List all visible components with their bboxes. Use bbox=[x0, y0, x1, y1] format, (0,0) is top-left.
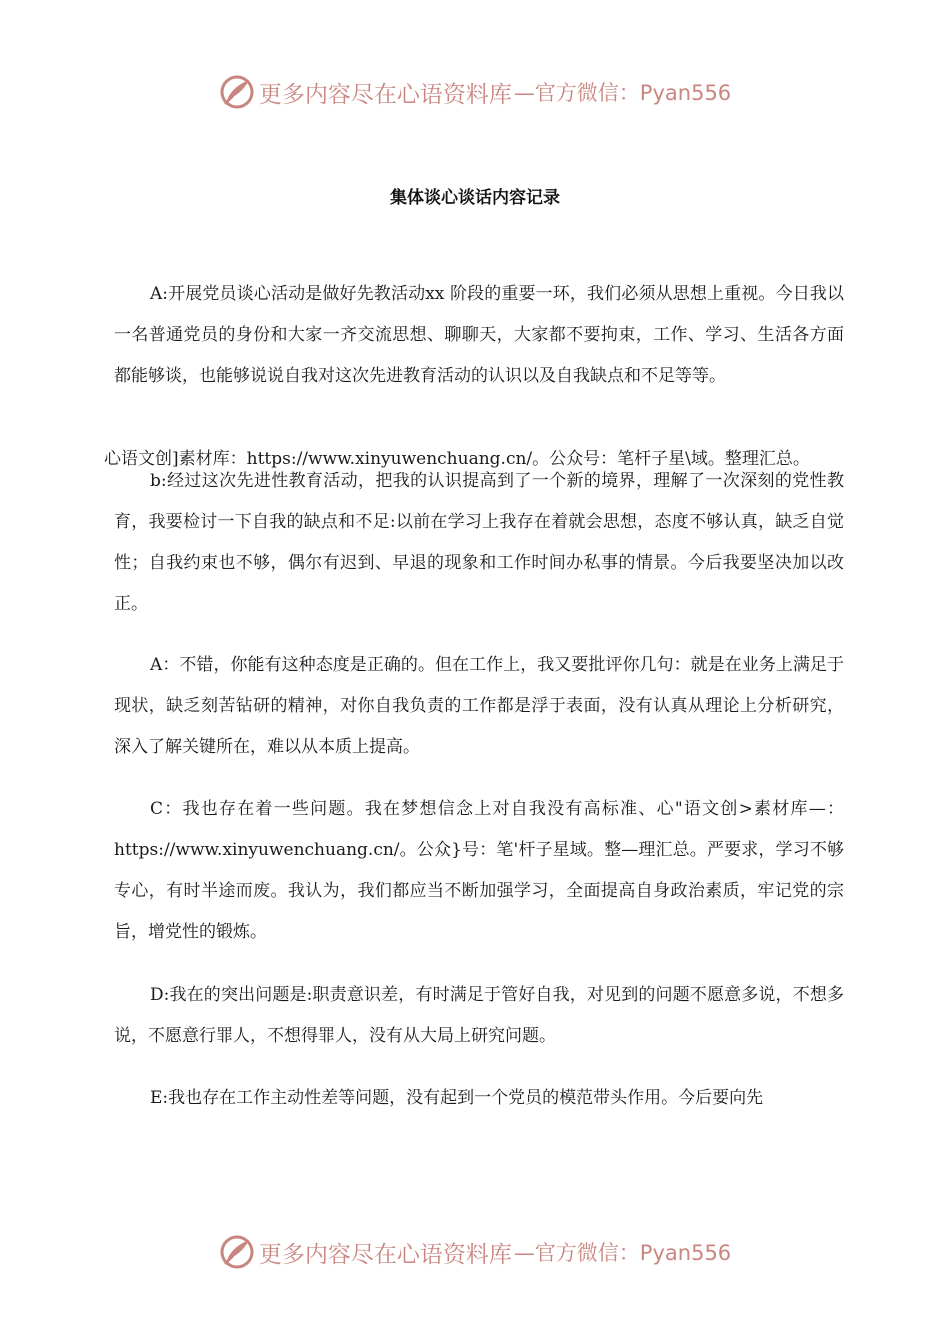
paragraph-d: D:我在的突出问题是:职责意识差，有时满足于管好自我，对见到的问题不愿意多说，不想多说，不愿意行罪人，不想得罪人，没有从大局上研究问题。 bbox=[114, 985, 844, 1046]
paragraph-c: C：我也存在着一些问题。我在梦想信念上对自我没有高标准、心"语文创>素材库—：https://www.xinyuwenchuang.cn/。公众}号：笔'杆子星域。整—理汇总。严要求，学习不够专心，有时半途而废。我认为，我们都应当不断加强学习，全面提高自身政治素质，牢记党的宗旨，增党性的锻炼。 bbox=[114, 799, 844, 942]
paragraph-a-reply: A：不错，你能有这种态度是正确的。但在工作上，我又要批评你几句：就是在业务上满足于现状，缺乏刻苦钻研的精神，对你自我负责的工作都是浮于表面，没有认真从理论上分析研究，深入了解关键所在，难以从本质上提高。 bbox=[114, 655, 844, 757]
paragraph-e: E:我也存在工作主动性差等问题，没有起到一个党员的模范带头作用。今后要向先 bbox=[150, 1088, 764, 1108]
paragraph-a: A:开展党员谈心活动是做好先教活动xx 阶段的重要一环，我们必须从思想上重视。今日我以一名普通党员的身份和大家一齐交流思想、聊聊天，大家都不要拘束，工作、学习、生活各方面都能够谈，也能够说说自我对这次先进教育活动的认识以及自我缺点和不足等等。 bbox=[114, 284, 844, 386]
banner-contact-text: —官方微信：Pyan556 bbox=[513, 1241, 732, 1265]
quill-logo-icon bbox=[219, 1234, 255, 1270]
source-line: 心语文创]素材库：https://www.xinyuwenchuang.cn/。公众号：笔杆子星\域。整理汇总。 bbox=[104, 449, 810, 469]
quill-logo-icon bbox=[219, 74, 255, 110]
document-title: 集体谈心谈话内容记录 bbox=[390, 188, 560, 208]
banner-contact-text: —官方微信：Pyan556 bbox=[513, 81, 732, 105]
paragraph-b: b:经过这次先进性教育活动，把我的认识提高到了一个新的境界，理解了一次深刻的党性教育，我要检讨一下自我的缺点和不足:以前在学习上我存在着就会思想，态度不够认真，缺乏自觉性；自我约束也不够，偶尔有迟到、早退的现象和工作时间办私事的情景。今后我要坚决加以改正。 bbox=[114, 471, 844, 614]
footer-watermark-banner bbox=[0, 1228, 950, 1276]
banner-brand-text: 更多内容尽在心语资料库 bbox=[258, 1241, 512, 1268]
banner-brand-text: 更多内容尽在心语资料库 bbox=[258, 81, 512, 108]
header-watermark-banner bbox=[0, 68, 950, 116]
